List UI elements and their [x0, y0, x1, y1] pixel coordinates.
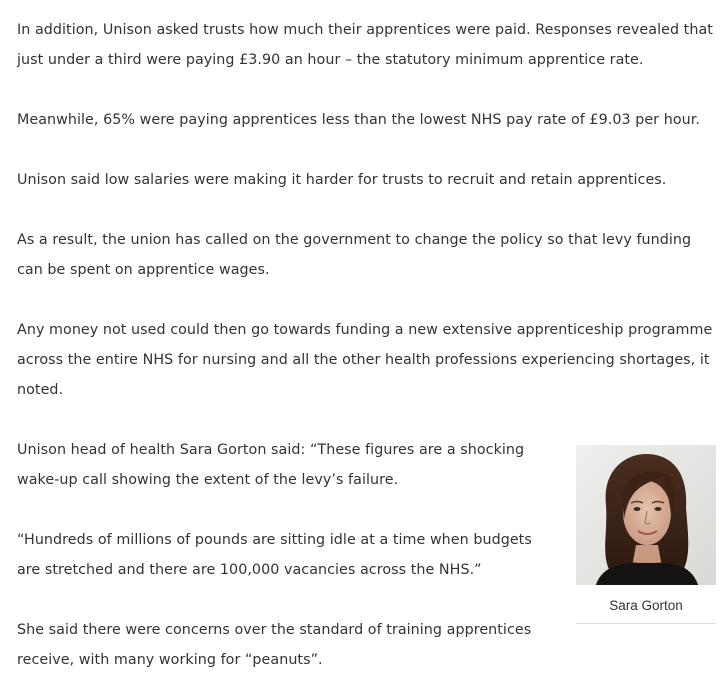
paragraph: She said there were concerns over the standard of training apprentices receive, with many working for “peanuts”. [17, 622, 532, 668]
paragraph: Unison said low salaries were making it harder for trusts to recruit and retain apprentices. [17, 172, 667, 188]
paragraph: In addition, Unison asked trusts how much their apprentices were paid. Responses revealed that just under a third were paying £3.90 an hour – the statutory minimum apprentice rate. [17, 22, 713, 68]
photo-caption: Sara Gorton [609, 598, 683, 613]
profile-figure [576, 445, 716, 624]
paragraph: “Hundreds of millions of pounds are sitting idle at a time when budgets are stretched and there are 100,000 vacancies across the NHS.” [17, 532, 532, 578]
paragraph: Unison head of health Sara Gorton said: “These figures are a shocking wake-up call showing the extent of the levy’s failure. [17, 442, 525, 488]
paragraph: As a result, the union has called on the government to change the policy so that levy funding can be spent on apprentice wages. [17, 232, 692, 278]
paragraph: Meanwhile, 65% were paying apprentices less than the lowest NHS pay rate of £9.03 per hour. [17, 112, 700, 128]
profile-photo[interactable] [576, 445, 716, 585]
paragraph: Any money not used could then go towards funding a new extensive apprenticeship programme across the entire NHS for nursing and all the other health professions experiencing shortages, it noted. [17, 322, 713, 398]
